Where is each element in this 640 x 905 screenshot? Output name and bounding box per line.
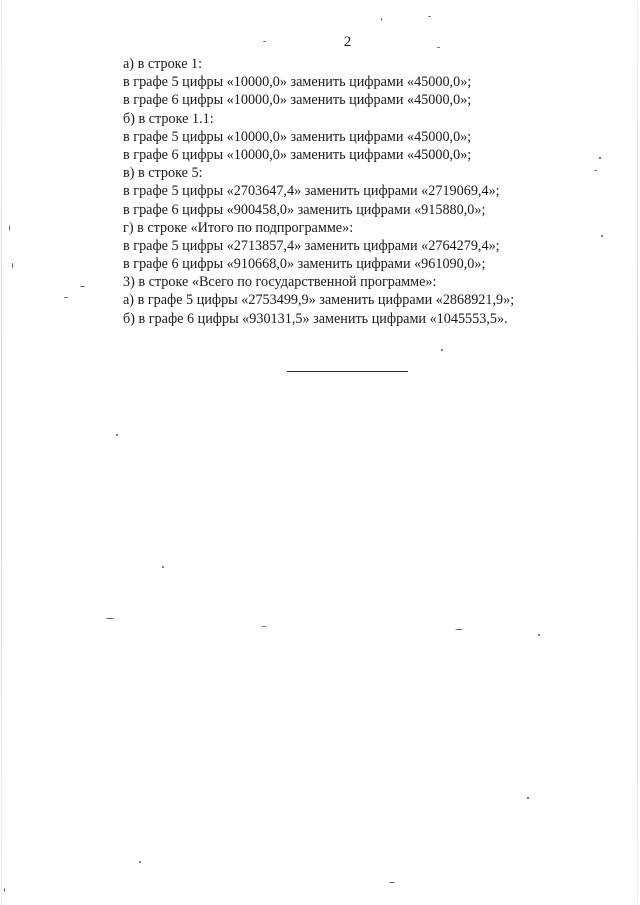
text-line: в) в строке 5: (123, 165, 203, 182)
text-line: б) в графе 6 цифры «930131,5» заменить цифрами «1045553,5». (123, 310, 508, 327)
scan-speck (9, 225, 10, 231)
text-line: в графе 5 цифры «10000,0» заменить цифрами «45000,0»; (123, 74, 472, 91)
closing-divider (287, 371, 408, 372)
scan-speck (116, 434, 118, 436)
scan-speck (12, 263, 13, 268)
text-line: в графе 6 цифры «910668,0» заменить цифрами «961090,0»; (123, 256, 486, 273)
scan-speck (538, 634, 540, 636)
text-line: в графе 5 цифры «2703647,4» заменить цифрами «2719069,4»; (123, 183, 500, 200)
scan-speck (64, 297, 68, 298)
scan-speck (527, 797, 529, 799)
scan-speck (381, 18, 382, 21)
text-line: а) в строке 1: (123, 56, 203, 72)
scan-speck (139, 861, 141, 863)
scan-speck (599, 157, 601, 159)
scan-speck (4, 888, 5, 892)
scan-speck (80, 286, 85, 287)
document-body (123, 55, 623, 328)
text-line: в графе 6 цифры «10000,0» заменить цифрами «45000,0»; (123, 92, 472, 109)
scan-speck (428, 16, 431, 17)
scan-speck (162, 566, 164, 568)
text-line: в графе 5 цифры «2713857,4» заменить цифрами «2764279,4»; (123, 237, 500, 254)
scan-speck (106, 618, 114, 619)
scan-speck (389, 882, 395, 883)
text-line: 3) в строке «Всего по государственной программе»: (123, 274, 437, 291)
scan-speck (594, 170, 597, 171)
text-line: в графе 6 цифры «10000,0» заменить цифрами «45000,0»; (123, 146, 472, 163)
text-line: б) в строке 1.1: (123, 110, 214, 127)
scan-speck (601, 235, 603, 237)
scan-speck (263, 41, 266, 42)
text-line: в графе 5 цифры «10000,0» заменить цифрами «45000,0»; (123, 128, 472, 145)
text-line: г) в строке «Итого по подпрограмме»: (123, 219, 354, 236)
scan-edge-right (637, 0, 638, 905)
scan-speck (437, 47, 440, 48)
text-line: в графе 6 цифры «900458,0» заменить цифрами «915880,0»; (123, 201, 486, 218)
page-number: 2 (343, 34, 352, 50)
scan-speck (262, 626, 266, 627)
scan-edge-left (1, 0, 2, 905)
scan-speck (455, 629, 463, 630)
scan-speck (441, 349, 443, 351)
text-line: а) в графе 5 цифры «2753499,9» заменить цифрами «2868921,9»; (123, 292, 515, 309)
